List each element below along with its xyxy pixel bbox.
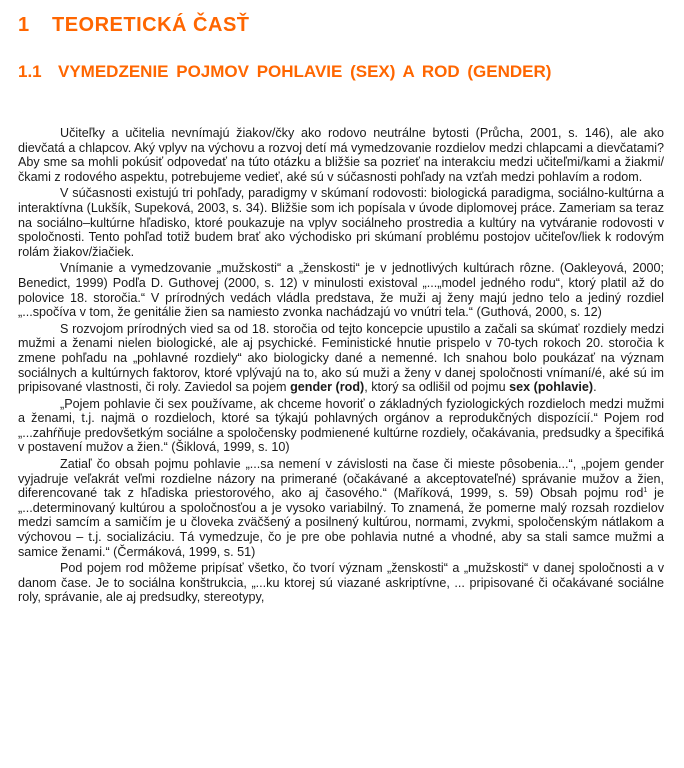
paragraph-2: V súčasnosti existujú tri pohľady, paradigmy v skúmaní rodovosti: biologická paradigma, sociálno-kultúrna a interaktívna (Lukšík, Supeková, 2003, s. 34). Bližšie som ich popísala v úvode diplomovej práce. Zameriam sa teraz na sociálno–kultúrne hľadisko, ktoré poukazuje na vplyv sociálneho prostredia a kultúry na vytváranie rodovosti v spoločnosti. Tento pohľad totiž budem brať ako východisko pri skúmaní problému postojov učiteľov/liek k rodovým rolám žiakov/žiačiek. — [18, 186, 664, 259]
paragraph-6-text-b: je „...determinovaný kultúrou a spoločnosťou a je vysoko variabilný. To znamená, že pomerne malý rozsah rozdielov medzi samcím a samičím je u človeka zväčšený a posilnený kultúrou, normami, zvykmi, spoločenským nátlakom a výchovou – t.j. socializáciu. Tá vymedzuje, čo je pre obe pohlavia nutné a vhodné, aby sa stali samce mužmi a samice ženami.“ (Čermáková, 1999, s. 51) — [18, 486, 664, 559]
paragraph-4-text: S rozvojom prírodných vied sa od 18. storočia od tejto koncepcie upustilo a začali sa skúmať rozdiely medzi mužmi a ženami nielen biologické, ale aj psychické. Feministické hnutie prispelo v 70-tych rokoch 20. storočia k zmene pohľadu na „pohlavné rozdiely“ ako biologicky dané a nemenné. Ich snahou bolo poukázať na význam sociálnych a kultúrnych faktorov, ktoré vplývajú na to, ako sú muži a ženy v danej spoločnosti vnímaní/é, aké sú im pripisované vlastnosti, či roly. Zaviedol sa pojem — [18, 321, 664, 395]
section-number: 1.1 — [18, 62, 42, 81]
chapter-heading — [18, 14, 250, 37]
chapter-number: 1 — [18, 14, 30, 36]
section-heading — [18, 62, 551, 82]
footnote-ref[interactable]: 1 — [643, 487, 648, 495]
paragraph-7: Pod pojem rod môžeme pripísať všetko, čo tvorí význam „ženskosti“ a „mužskosti“ v danej spoločnosti a v danom čase. Je to sociálna konštrukcia, „...ku ktorej sú viazané askriptívne, ... pripisované či očakávané sociálne roly, správanie, ale aj predsudky, stereotypy, — [18, 561, 664, 605]
body-text — [18, 126, 664, 607]
paragraph-3: Vnímanie a vymedzovanie „mužskosti“ a „ženskosti“ je v jednotlivých kultúrach rôzne. (Oakleyová, 2000; Benedict, 1999) Podľa D. Guthovej (2000, s. 12) v minulosti existoval „...„model jedného rodu“, ktorý platil až do polovice 18. storočia.“ V prírodných vedách vládla predstava, že muži aj ženy majú jedno telo a jediný rozdiel „...spočíva v tom, že genitálie žien sa namiesto zvonka nachádzajú vo vnútri tela.“ (Guthová, 2000, s. 12) — [18, 261, 664, 320]
paragraph-4-text-b: , ktorý sa odlišil od pojmu — [364, 380, 506, 395]
paragraph-6 — [18, 457, 664, 559]
section-title: VYMEDZENIE POJMOV POHLAVIE (SEX) A ROD (GENDER) — [58, 62, 552, 81]
term-gender: gender (rod) — [290, 380, 365, 395]
paragraph-6-text: Zatiaľ čo obsah pojmu pohlavie „...sa nemení v závislosti na čase či mieste pôsobenia...“, „pojem gender vyjadruje veľakrát veľmi rozdielne názory na primerané (očakávané a akceptovateľné) správanie mužov a žien, diferencované tak z hľadiska priestorového, ako aj časového.“ (Maříková, 1999, s. 59) Obsah pojmu rod — [18, 457, 664, 501]
paragraph-5: „Pojem pohlavie či sex používame, ak chceme hovoriť o základných fyziologických rozdieloch medzi mužmi a ženami, t.j. najmä o rozdieloch, ktoré sa týkajú pohlavných orgánov a reprodukčných dispozícií.“ Pojem rod „...zahŕňuje predovšetkým sociálne a spoločensky podmienené kultúrne rozdiely, očakávania, predsudky a špecifiká v postavení mužov a žien.“ (Šiklová, 1999, s. 10) — [18, 396, 664, 455]
paragraph-4 — [18, 322, 664, 395]
term-sex: sex (pohlavie) — [509, 380, 594, 395]
chapter-title: TEORETICKÁ ČASŤ — [52, 14, 250, 36]
paragraph-1: Učiteľky a učitelia nevnímajú žiakov/čky ako rodovo neutrálne bytosti (Průcha, 2001, s. 146), ale ako dievčatá a chlapcov. Aký vplyv na výchovu a rozvoj detí má vymedzovanie rozdielov medzi chlapcami a dievčatami? Aby sme sa mohli pokúsiť odpovedať na túto otázku a bližšie sa pozrieť na interakciu medzi učiteľmi/kami a žiakmi/čkami z rodového aspektu, potrebujeme vedieť, aké sú v súčasnosti pohľady na vzťah medzi pohlavím a rodom. — [18, 126, 664, 184]
paragraph-4-end: . — [593, 380, 597, 395]
